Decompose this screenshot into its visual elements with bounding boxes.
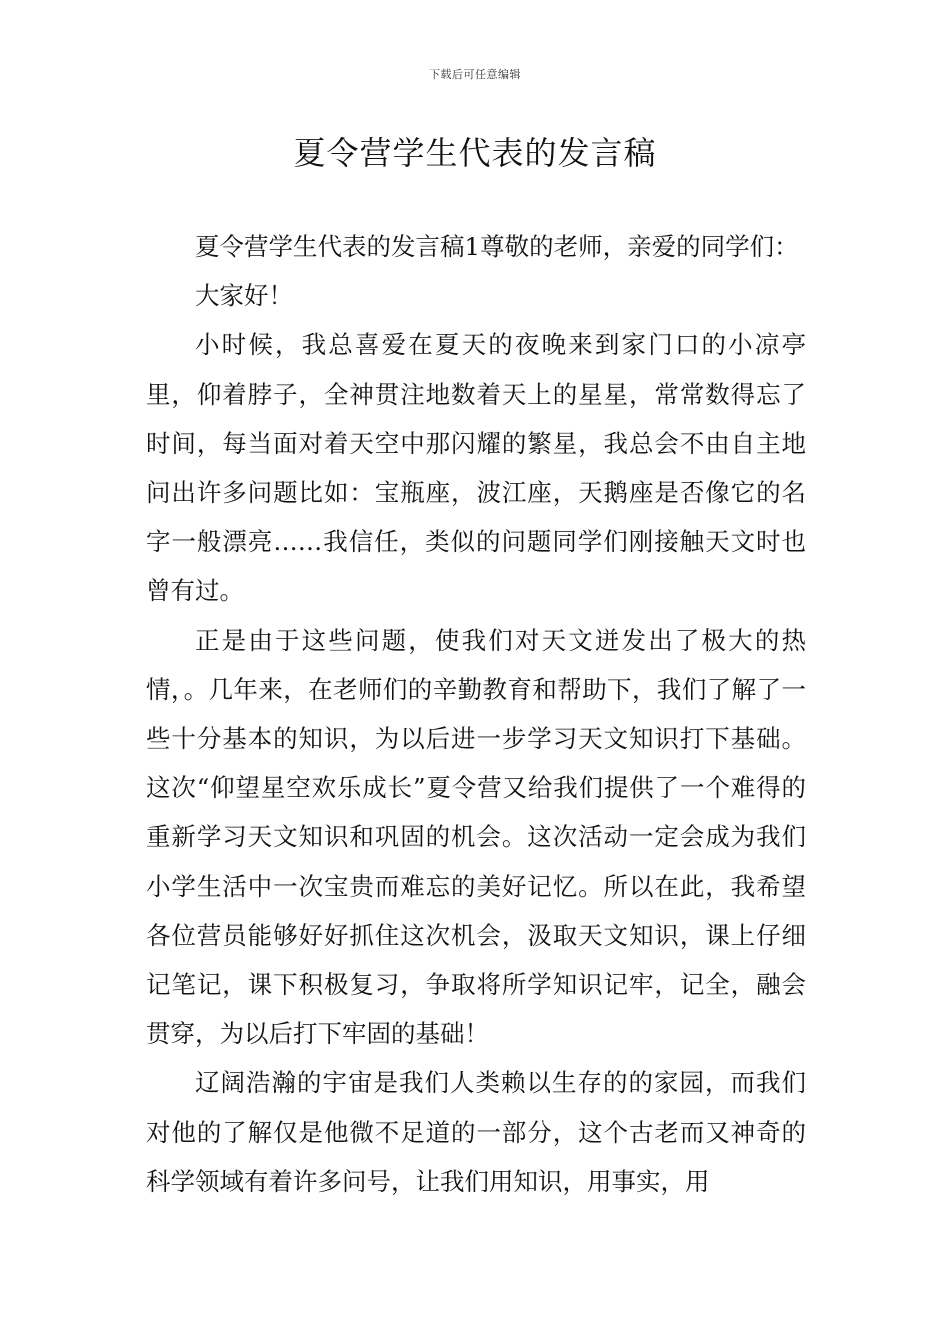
paragraph-universe: 辽阔浩瀚的宇宙是我们人类赖以生存的的家园，而我们对他的了解仅是他微不足道的一部分，这个古老而又神奇的科学领域有着许多问号，让我们用知识，用事实，用 [146, 1068, 806, 1196]
document-title: 夏令营学生代表的发言稿 [293, 134, 657, 172]
paragraph-enthusiasm: 正是由于这些问题，使我们对天文迸发出了极大的热情，。几年来，在老师们的辛勤教育和帮助下，我们了解了一些十分基本的知识，为以后进一步学习天文知识打下基础。这次“仰望星空欢乐成长”夏令营又给我们提供了一个难得的重新学习天文知识和巩固的机会。这次活动一定会成为我们小学生活中一次宝贵而难忘的美好记忆。所以在此，我希望各位营员能够好好抓住这次机会，汲取天文知识，课上仔细记笔记，课下积极复习，争取将所学知识记牢，记全，融会贯穿，为以后打下牢固的基础！ [146, 625, 806, 1049]
paragraph-childhood: 小时候，我总喜爱在夏天的夜晚来到家门口的小凉亭里，仰着脖子，全神贯注地数着天上的星星，常常数得忘了时间，每当面对着天空中那闪耀的繁星，我总会不由自主地问出许多问题比如：宝瓶座，波江座，天鹅座是否像它的名字一般漂亮……我信任，类似的问题同学们刚接触天文时也曾有过。 [146, 330, 806, 606]
paragraph-greeting-line: 夏令营学生代表的发言稿1尊敬的老师，亲爱的同学们： [195, 232, 799, 261]
paragraph-hello: 大家好！ [195, 281, 293, 311]
header-note: 下载后可任意编辑 [429, 68, 521, 81]
document-body [146, 222, 806, 1206]
